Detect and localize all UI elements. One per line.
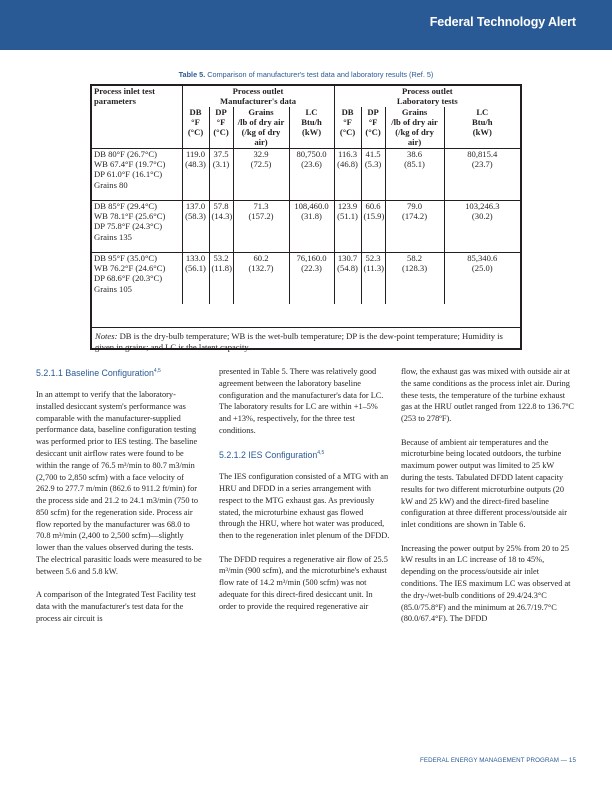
caption-label: Table 5. (178, 70, 206, 79)
sub-grains: Grains /lb of dry air (/kg of dry air) (233, 107, 289, 149)
cell: 79.0 (174.2) (385, 200, 444, 252)
cell: 80,815.4 (23.7) (444, 148, 520, 200)
cell: 57.8 (14.3) (209, 200, 233, 252)
row-params: DB 80°F (26.7°C) WB 67.4°F (19.7°C) DP 61.0°F (16.1°C) Grains 80 (94, 148, 166, 190)
paragraph: flow, the exhaust gas was mixed with outside air at the same conditions as the process inlet air. During these tests, the temperature of the turbine exhaust gas at the HRU outlet ranged from 122.8 to 136.7ºC (253 to 278ºF). (401, 367, 574, 424)
cell: 130.7 (54.8) (334, 252, 361, 304)
cell: 41.5 (5.3) (361, 148, 385, 200)
body-column-2 (219, 366, 391, 624)
header-params: Process inlet test parameters (92, 86, 182, 148)
sub-dp: DP °F (°C) (209, 107, 233, 149)
sub-grains: Grains /lb of dry air (/kg of dry air) (385, 107, 444, 149)
paragraph: presented in Table 5. There was relatively good agreement between the laboratory baseline configuration and the manufacturer's data for LC. The laboratory results for LC are within +1–5% and +13%, respectively, for the three test conditions. (219, 367, 384, 435)
sub-lc: LC Btu/h (kW) (444, 107, 520, 149)
cell: 133.0 (56.1) (182, 252, 209, 304)
cell: 60.6 (15.9) (361, 200, 385, 252)
paragraph: Because of ambient air temperatures and the microturbine being located outdoors, the turbine maximum power output was limited to 25 kW during the tests. Tabulated DFDD latent capacity results for two different microturbine outputs (20 kW and 25 kW) and the direct-fired baseline configuration at three different process/outside air inlet conditions are shown in Table 6. (401, 437, 567, 530)
sub-dp: DP °F (°C) (361, 107, 385, 149)
header-laboratory: Process outlet Laboratory tests (334, 86, 520, 107)
notes-text: DB is the dry-bulb temperature; WB is the wet-bulb temperature; DP is the dew-point temperature; Humidity is given in grains; and LC is the latent capacity. (95, 331, 503, 352)
cell: 71.3 (157.2) (233, 200, 289, 252)
cell: 38.6 (85.1) (385, 148, 444, 200)
comparison-table (90, 84, 522, 350)
data-table (92, 86, 520, 304)
body-column-3 (401, 366, 575, 637)
table-row (92, 148, 520, 200)
sub-db: DB °F (°C) (334, 107, 361, 149)
paragraph: A comparison of the Integrated Test Facility test data with the manufacturer's test data for the process air circuit is (36, 590, 196, 623)
cell: 76,160.0 (22.3) (289, 252, 334, 304)
notes-label: Notes: (95, 331, 118, 341)
cell: 80,750.0 (23.6) (289, 148, 334, 200)
cell: 32.9 (72.5) (233, 148, 289, 200)
cell: 52.3 (11.3) (361, 252, 385, 304)
cell: 60.2 (132.7) (233, 252, 289, 304)
section-heading: 5.2.1.1 Baseline Configuration$^{4,5}$ (36, 367, 161, 378)
cell: 37.5 (3.1) (209, 148, 233, 200)
table-row (92, 252, 520, 304)
cell: 108,460.0 (31.8) (289, 200, 334, 252)
table-header-row (92, 86, 520, 107)
table-row (92, 200, 520, 252)
cell: 137.0 (58.3) (182, 200, 209, 252)
cell: 103,246.3 (30.2) (444, 200, 520, 252)
table-notes (92, 327, 520, 353)
caption-text: Comparison of manufacturer's test data and laboratory results (Ref. 5) (207, 70, 434, 79)
paragraph: The DFDD requires a regenerative air flow of 25.5 m³/min (900 scfm), and the microturbine's exhaust flow rate of 14.2 m³/min (500 scfm) was not adequate for this direct-fired desiccant unit. In order to provide the required regenerative air (219, 554, 388, 611)
row-params: DB 85°F (29.4°C) WB 78.1°F (25.6°C) DP 75.8°F (24.3°C) Grains 135 (92, 200, 182, 252)
table-caption (0, 70, 612, 79)
cell: 53.2 (11.8) (209, 252, 233, 304)
cell: 123.9 (51.1) (334, 200, 361, 252)
paragraph: In an attempt to verify that the laboratory-installed desiccant system's performance was comparable with the manufacturer-supplied performance data, baseline configuration testing was performed prior to IES testing. The baseline desiccant unit airflow rates were found to be within the range of 76.5 m³/min to 80.7 m3/min (2,700 to 2,850 scfm) with a face velocity of 262.9 to 277.7 m/min (862.6 to 911.2 ft/min) for the process side and 21.2 to 24.1 m3/min (750 to 850 scfm) for the regeneration side. Process air flow reported by the manufacturer was 68.0 to 70.8 m³/min (2,400 to 2,500 scfm)—slightly lower than the values observed during the tests. The electrical parasitic loads were measured to be between 5.6 and 5.8 kW. (36, 389, 202, 576)
header-title: Federal Technology Alert (429, 15, 576, 29)
header-bar (0, 0, 612, 50)
cell: 119.0 (48.3) (182, 148, 209, 200)
sub-lc: LC Btu/h (kW) (289, 107, 334, 149)
row-params: DB 95°F (35.0°C) WB 76.2°F (24.6°C) DP 68.6°F (20.3°C) Grains 105 (92, 252, 182, 304)
cell: 85,340.6 (25.0) (444, 252, 520, 304)
page-footer: FEDERAL ENERGY MANAGEMENT PROGRAM — 15 (420, 757, 576, 764)
cell: 116.3 (46.8) (334, 148, 361, 200)
paragraph: Increasing the power output by 25% from 20 to 25 kW results in an LC increase of 18 to 45%, depending on the process/outside air inlet conditions. The IES maximum LC was observed at the dry-/wet-bulb conditions of 29.4/24.3°C (85.0/75.8°F) and the minimum at 26.7/19.7°C (80.0/67.4°F). The DFDD (401, 543, 571, 624)
header-manufacturer: Process outlet Manufacturer's data (182, 86, 334, 107)
paragraph: The IES configuration consisted of a MTG with an HRU and DFDD in a series arrangement with respect to the MTG exhaust gas. As previously stated, the microturbine exhaust gas flowed through the HRU, where hot water was produced, then to the regeneration inlet plenum of the DFDD. (219, 472, 390, 541)
cell: 58.2 (128.3) (385, 252, 444, 304)
sub-db: DB °F (°C) (182, 107, 209, 149)
body-column-1 (36, 366, 202, 636)
section-heading: 5.2.1.2 IES Configuration$^{4,5}$ (219, 450, 325, 461)
